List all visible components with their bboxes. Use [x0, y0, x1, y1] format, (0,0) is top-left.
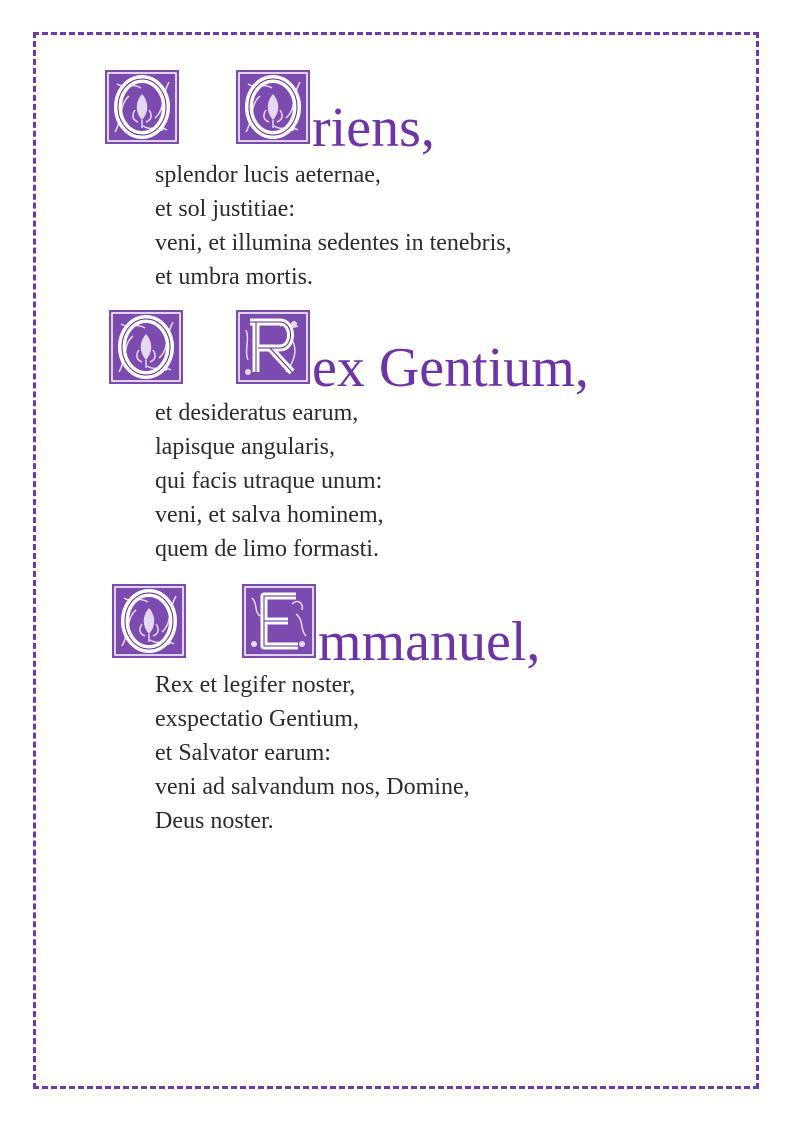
illuminated-initial: [236, 310, 310, 384]
stanza-heading: [0, 310, 794, 399]
stanza-emmanuel: [0, 584, 794, 834]
verse-line: quem de limo formasti.: [155, 536, 379, 562]
ornamental-letter-e-icon: [242, 584, 316, 658]
illuminated-initial: [242, 584, 316, 658]
stanza-heading: [0, 70, 794, 159]
verse-line: et umbra mortis.: [155, 264, 313, 290]
verse-lines: [155, 668, 470, 838]
verse-line: qui facis utraque unum:: [155, 468, 383, 494]
ornamental-letter-o-icon: [112, 584, 186, 658]
illuminated-initial: [112, 584, 186, 658]
verse-line: veni, et illumina sedentes in tenebris,: [155, 230, 512, 256]
illuminated-initial: [105, 70, 179, 144]
verse-line: lapisque angularis,: [155, 434, 335, 460]
ornamental-letter-o-icon: [105, 70, 179, 144]
verse-line: et sol justitiae:: [155, 196, 295, 222]
verse-line: et Salvator earum:: [155, 740, 331, 766]
verse-line: veni ad salvandum nos, Domine,: [155, 774, 470, 800]
stanza-rex-gentium: [0, 310, 794, 562]
ornamental-letter-r-icon: [236, 310, 310, 384]
verse-lines: [155, 158, 512, 294]
illuminated-initial: [109, 310, 183, 384]
verse-line: veni, et salva hominem,: [155, 502, 384, 528]
verse-lines: [155, 396, 384, 566]
heading-word: riens,: [312, 97, 435, 159]
verse-line: Rex et legifer noster,: [155, 672, 356, 698]
verse-line: Deus noster.: [155, 808, 274, 834]
ornamental-letter-o-icon: [109, 310, 183, 384]
ornamental-letter-o-icon: [236, 70, 310, 144]
stanza-oriens: [0, 70, 794, 290]
illuminated-initial: [236, 70, 310, 144]
verse-line: exspectatio Gentium,: [155, 706, 359, 732]
verse-line: et desideratus earum,: [155, 400, 359, 426]
heading-word: ex Gentium,: [312, 337, 589, 399]
heading-word: mmanuel,: [318, 611, 541, 673]
stanza-heading: [0, 584, 794, 673]
verse-line: splendor lucis aeternae,: [155, 162, 381, 188]
